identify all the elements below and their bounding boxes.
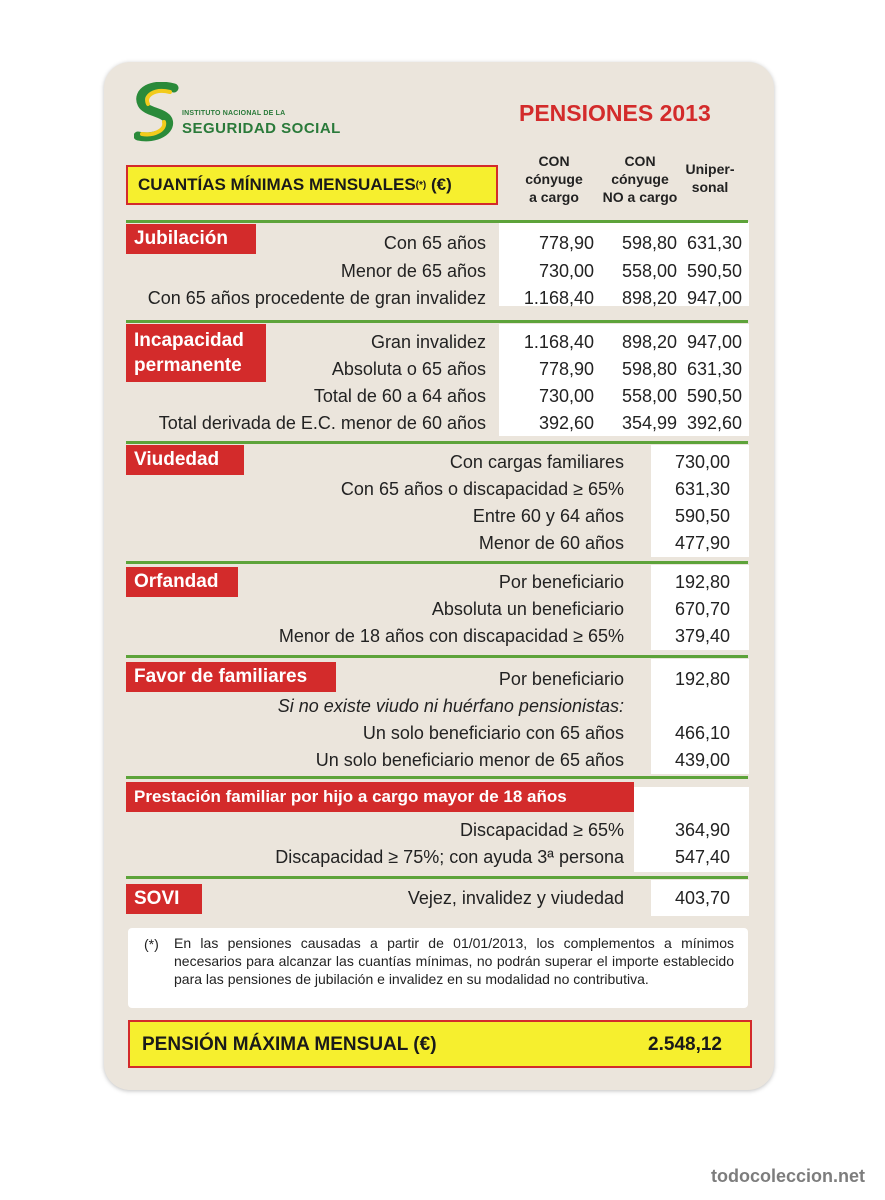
viudedad-divider xyxy=(126,441,748,444)
footnote-box xyxy=(128,928,748,1008)
prestacion-row-2-value: 547,40 xyxy=(674,847,730,867)
incapacidad-label-line2: permanente xyxy=(134,355,242,376)
favor-label: Favor de familiares xyxy=(126,662,336,692)
favor-row-3-label: Un solo beneficiario menor de 65 años xyxy=(315,750,624,770)
col-header-con-conyuge-no-a-cargo xyxy=(598,152,682,206)
col3-line2: sonal xyxy=(691,179,729,195)
jubilacion-label: Jubilación xyxy=(126,224,256,254)
cuantias-title: CUANTÍAS MÍNIMAS MENSUALES xyxy=(138,175,416,194)
prestacion-row-2-label: Discapacidad ≥ 75%; con ayuda 3ª persona xyxy=(275,847,624,867)
orfandad-row-3-value: 379,40 xyxy=(674,626,730,646)
favor-row-2-label: Un solo beneficiario con 65 años xyxy=(362,723,624,743)
logo-s-icon xyxy=(134,82,180,144)
incapacidad-row-3-v1: 730,00 xyxy=(538,386,594,406)
col2-line1: CON xyxy=(624,153,656,169)
incapacidad-row-2-v2: 598,80 xyxy=(621,359,677,379)
footnote-marker: (*) xyxy=(144,936,159,952)
orfandad-row-2-value: 670,70 xyxy=(674,599,730,619)
viudedad-row-3-label: Entre 60 y 64 años xyxy=(472,506,624,526)
sovi-row-value: 403,70 xyxy=(674,888,730,908)
orfandad-row-1-value: 192,80 xyxy=(674,572,730,592)
col3-line1: Uniper- xyxy=(685,161,735,177)
pension-maxima-box xyxy=(128,1020,752,1068)
jubilacion-row-3-v1: 1.168,40 xyxy=(523,288,594,308)
jubilacion-row-1-v3: 631,30 xyxy=(686,233,742,253)
viudedad-label: Viudedad xyxy=(126,445,244,475)
viudedad-row-2-label: Con 65 años o discapacidad ≥ 65% xyxy=(340,479,624,499)
jubilacion-row-2-v1: 730,00 xyxy=(538,261,594,281)
orfandad-row-3-label: Menor de 18 años con discapacidad ≥ 65% xyxy=(278,626,624,646)
jubilacion-divider xyxy=(126,220,748,223)
viudedad-row-1-value: 730,00 xyxy=(674,452,730,472)
logo-small-text: INSTITUTO NACIONAL DE LA xyxy=(182,110,286,117)
page-title: PENSIONES 2013 xyxy=(519,100,711,126)
orfandad-divider xyxy=(126,561,748,564)
seguridad-social-logo xyxy=(134,82,394,152)
incapacidad-row-2-v1: 778,90 xyxy=(538,359,594,379)
prestacion-row-1-label: Discapacidad ≥ 65% xyxy=(460,820,624,840)
incapacidad-row-3-v2: 558,00 xyxy=(621,386,677,406)
cuantias-unit: (€) xyxy=(430,175,452,194)
incapacidad-row-1-label: Gran invalidez xyxy=(370,332,486,352)
orfandad-row-2-label: Absoluta un beneficiario xyxy=(431,599,624,619)
jubilacion-row-3-label: Con 65 años procedente de gran invalidez xyxy=(147,288,486,308)
incapacidad-row-4-v2: 354,99 xyxy=(621,413,677,433)
jubilacion-row-1-label: Con 65 años xyxy=(383,233,486,253)
favor-divider xyxy=(126,655,748,658)
incapacidad-row-3-v3: 590,50 xyxy=(686,386,742,406)
incapacidad-label-line1: Incapacidad xyxy=(134,330,244,351)
jubilacion-row-2-label: Menor de 65 años xyxy=(340,261,486,281)
cuantias-minimas-header xyxy=(126,165,498,205)
favor-row-1-value: 192,80 xyxy=(674,669,730,689)
prestacion-label: Prestación familiar por hijo a cargo mayor de 18 años xyxy=(126,782,634,812)
incapacidad-row-4-label: Total derivada de E.C. menor de 60 años xyxy=(158,413,486,433)
jubilacion-row-3-v3: 947,00 xyxy=(686,288,742,308)
sovi-divider xyxy=(126,876,748,879)
favor-row-1-label: Por beneficiario xyxy=(498,669,624,689)
incapacidad-divider xyxy=(126,320,748,323)
incapacidad-row-1-v3: 947,00 xyxy=(686,332,742,352)
watermark-text: todocoleccion.net xyxy=(710,1166,865,1186)
col-header-unipersonal xyxy=(680,160,740,196)
incapacidad-row-2-label: Absoluta o 65 años xyxy=(331,359,486,379)
viudedad-row-2-value: 631,30 xyxy=(674,479,730,499)
viudedad-row-4-value: 477,90 xyxy=(674,533,730,553)
pension-maxima-label: PENSIÓN MÁXIMA MENSUAL (€) xyxy=(142,1034,437,1055)
col1-line3: a cargo xyxy=(529,189,579,205)
sovi-label: SOVI xyxy=(126,884,202,914)
incapacidad-row-3-label: Total de 60 a 64 años xyxy=(313,386,486,406)
footnote-text: En las pensiones causadas a partir de 01/01/2013, los complementos a mínimos necesarios para alcanzar las cuantías mínimas, no podrán superar el importe establecido para las pensiones de jubilación e invalidez en su modalidad no contributiva. xyxy=(174,935,734,987)
sovi-row-label: Vejez, invalidez y viudedad xyxy=(407,888,624,908)
viudedad-row-1-label: Con cargas familiares xyxy=(449,452,624,472)
orfandad-label: Orfandad xyxy=(126,567,238,597)
pension-card xyxy=(104,62,774,1090)
viudedad-row-3-value: 590,50 xyxy=(674,506,730,526)
incapacidad-row-1-v1: 1.168,40 xyxy=(523,332,594,352)
incapacidad-row-1-v2: 898,20 xyxy=(621,332,677,352)
logo-big-text: SEGURIDAD SOCIAL xyxy=(182,120,341,137)
pension-maxima-value: 2.548,12 xyxy=(648,1034,722,1055)
jubilacion-row-1-v1: 778,90 xyxy=(538,233,594,253)
prestacion-divider xyxy=(126,776,748,779)
col1-line1: CON xyxy=(538,153,570,169)
jubilacion-row-1-v2: 598,80 xyxy=(621,233,677,253)
jubilacion-row-2-v3: 590,50 xyxy=(686,261,742,281)
cuantias-sup: (*) xyxy=(415,179,427,191)
jubilacion-row-3-v2: 898,20 xyxy=(621,288,677,308)
col-header-con-conyuge-a-cargo xyxy=(514,152,594,206)
incapacidad-row-2-v3: 631,30 xyxy=(686,359,742,379)
col2-line3: NO a cargo xyxy=(602,189,678,205)
incapacidad-row-4-v3: 392,60 xyxy=(686,413,742,433)
orfandad-row-1-label: Por beneficiario xyxy=(498,572,624,592)
prestacion-row-1-value: 364,90 xyxy=(674,820,730,840)
viudedad-row-4-label: Menor de 60 años xyxy=(478,533,624,553)
jubilacion-row-2-v2: 558,00 xyxy=(621,261,677,281)
incapacidad-row-4-v1: 392,60 xyxy=(538,413,594,433)
favor-italic-note: Si no existe viudo ni huérfano pensionistas: xyxy=(277,696,624,716)
incapacidad-label xyxy=(126,324,266,382)
favor-row-2-value: 466,10 xyxy=(674,723,730,743)
favor-row-3-value: 439,00 xyxy=(674,750,730,770)
col2-line2: cónyuge xyxy=(611,171,669,187)
col1-line2: cónyuge xyxy=(525,171,583,187)
